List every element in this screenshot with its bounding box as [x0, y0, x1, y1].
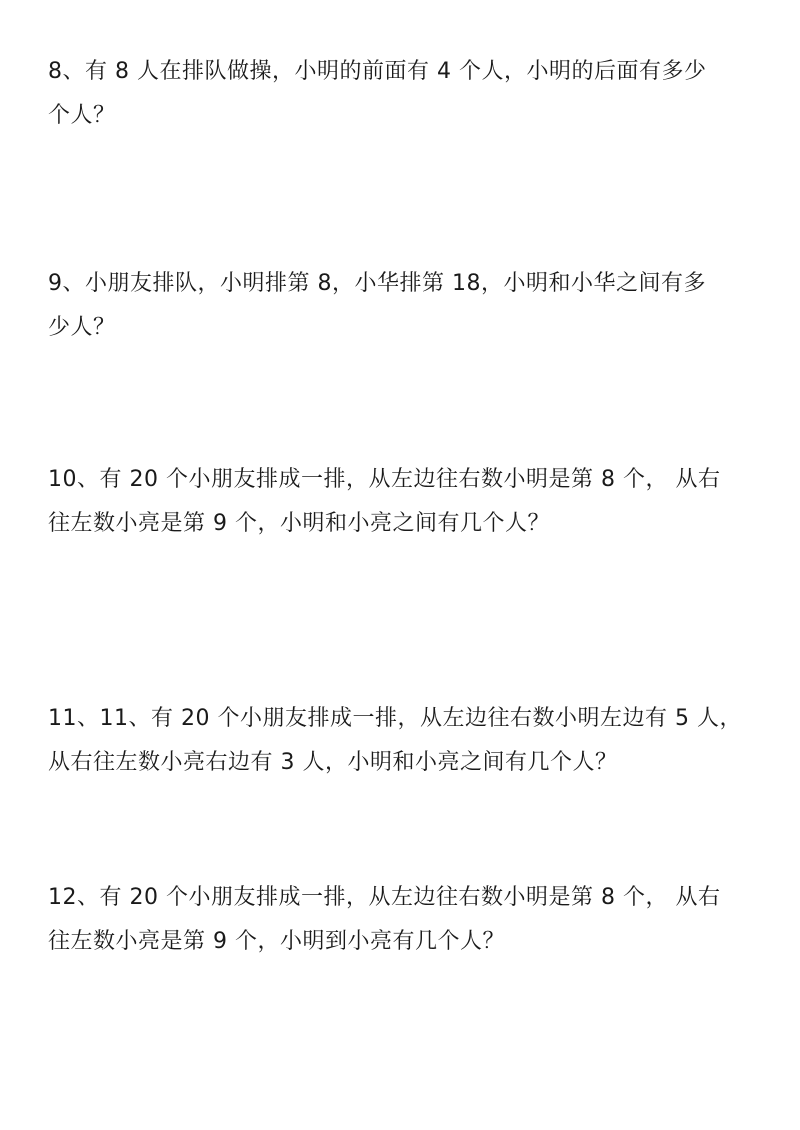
question-text-line: 往左数小亮是第 9 个，小明到小亮有几个人？	[48, 929, 505, 954]
question-text-line: 9、小朋友排队，小明排第 8，小华排第 18，小明和小华之间有多	[48, 271, 706, 296]
question-text-line: 11、11、有 20 个小朋友排成一排，从左边往右数小明左边有 5 人，	[48, 706, 742, 731]
question-text-line: 8、有 8 人在排队做操，小明的前面有 4 个人，小明的后面有多少	[48, 59, 707, 84]
question-text-line: 从右往左数小亮右边有 3 人，小明和小亮之间有几个人？	[48, 750, 618, 775]
question-text-line: 个人？	[48, 103, 116, 128]
question-text-line: 少人？	[48, 315, 116, 340]
question-11	[48, 697, 760, 785]
question-8	[48, 50, 760, 138]
question-text-line: 12、有 20 个小朋友排成一排，从左边往右数小明是第 8 个， 从右	[48, 885, 721, 910]
question-text-line: 10、有 20 个小朋友排成一排，从左边往右数小明是第 8 个， 从右	[48, 467, 721, 492]
question-9	[48, 262, 760, 350]
question-10	[48, 458, 760, 546]
question-text-line: 往左数小亮是第 9 个，小明和小亮之间有几个人？	[48, 511, 550, 536]
question-12	[48, 876, 760, 964]
